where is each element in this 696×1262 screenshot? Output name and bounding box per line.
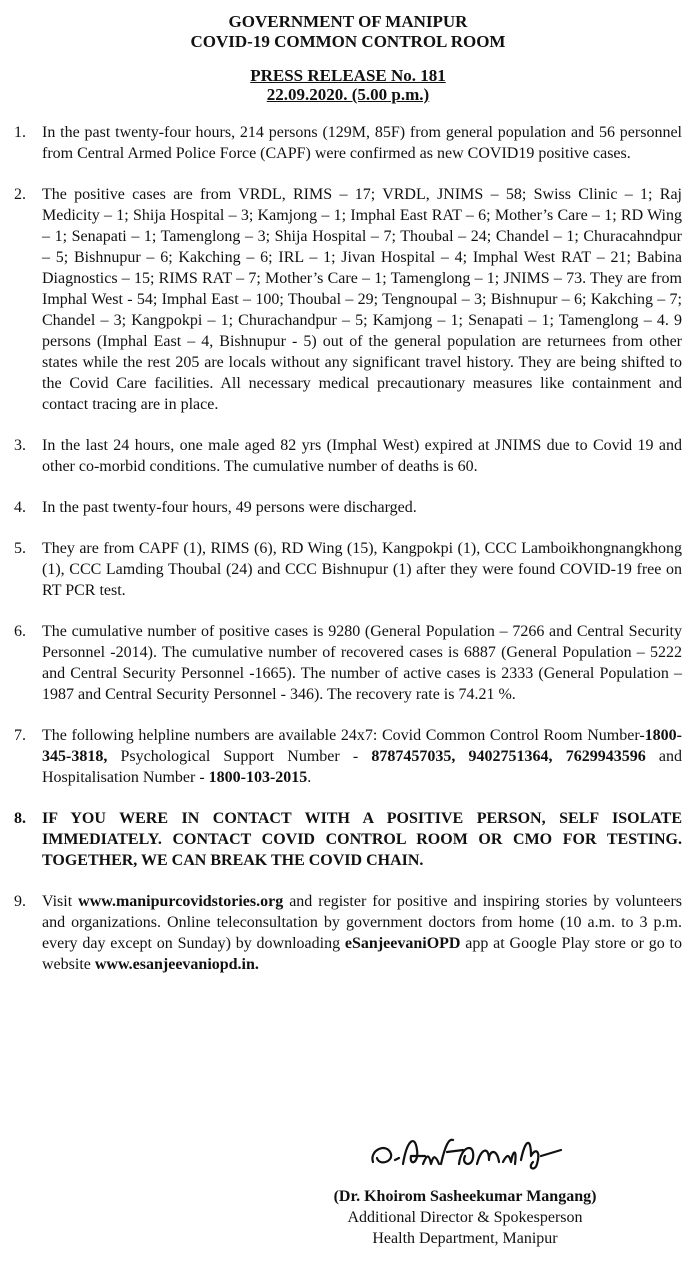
list-item: 6. The cumulative number of positive cases is 9280 (General Population – 7266 and Central Security Personnel -2014). The cumulative number of recovered cases is 6887 (General Population – 5222 and Central Security Personnel -1665). The number of active cases is 2333 (General Population –1987 and Central Security Personnel - 346). The recovery rate is 74.21 %. [14,623,682,703]
signatory-title: Additional Director & Spokesperson [347,1209,583,1226]
item-text: In the past twenty-four hours, 214 persons (129M, 85F) from general population and 56 personnel from Central Armed Police Force (CAPF) were confirmed as new COVID19 positive cases. [42,124,682,162]
govt-title: GOVERNMENT OF MANIPUR [228,12,468,31]
alert-text: IF YOU WERE IN CONTACT WITH A POSITIVE PERSON, SELF ISOLATE IMMEDIATELY. CONTACT COVID CONTROL ROOM OR CMO FOR TESTING. TOGETHER, WE CAN BREAK THE COVID CHAIN. [42,810,682,869]
alert-item: 8. IF YOU WERE IN CONTACT WITH A POSITIVE PERSON, SELF ISOLATE IMMEDIATELY. CONTACT COVID CONTROL ROOM OR CMO FOR TESTING. TOGETHER, WE CAN BREAK THE COVID CHAIN. [14,810,682,869]
list-item: 5. They are from CAPF (1), RIMS (6), RD Wing (15), Kangpokpi (1), CCC Lamboikhongnangkhong (1), CCC Lamding Thoubal (24) and CCC Bishnupur (1) after they were found COVID-19 free on RT PCR test. [14,540,682,599]
list-item: 3. In the last 24 hours, one male aged 82 yrs (Imphal West) expired at JNIMS due to Covid 19 and other co-morbid conditions. The cumulative number of deaths is 60. [14,437,682,475]
helpline-item: 7. The following helpline numbers are available 24x7: Covid Common Control Room Number-1800-345-3818, Psychological Support Number - 8787457035, 9402751364, 7629943596 and Hospitalisation Number - 1800-103-2015. [14,727,682,786]
support-numbers: 8787457035, 9402751364, 7629943596 [371,748,646,765]
release-items [14,122,682,975]
release-date: 22.09.2020. (5.00 p.m.) [266,85,430,104]
signature [320,1120,620,1180]
control-room-number: 1800-345-3818, [42,727,682,765]
release-heading [14,66,682,104]
item-text: In the past twenty-four hours, 49 persons were discharged. [42,499,417,516]
esanjeevani-website-link[interactable]: www.esanjeevaniopd.in. [94,956,259,973]
list-item: 4. In the past twenty-four hours, 49 persons were discharged. [14,499,417,516]
item-text: They are from CAPF (1), RIMS (6), RD Wing (15), Kangpokpi (1), CCC Lamboikhongnangkhong (1), CCC Lamding Thoubal (24) and CCC Bishnupur (1) after they were found COVID-19 free on RT PCR test. [42,540,682,599]
item-text: In the last 24 hours, one male aged 82 yrs (Imphal West) expired at JNIMS due to Covid 19 and other co-morbid conditions. The cumulative number of deaths is 60. [42,437,682,475]
item-text: The positive cases are from VRDL, RIMS – 17; VRDL, JNIMS – 58; Swiss Clinic – 1; Raj Medicity – 1; Shija Hospital – 3; Kamjong – 1; Imphal East RAT – 6; Mother’s Care – 1; RD Wing – 1; Senapati – 1; Tamenglong – 3; Shija Hospital – 7; Thoubal – 24; Chandel – 1; Churacahndpur – 5; Bishnupur – 6; Kakching – 6; IRL – 1; Jivan Hospital – 4; Imphal West RAT – 21; Babina Diagnostics – 15; RIMS RAT – 7; Mother’s Care – 1; Tamenglong – 1; JNIMS – 73. They are from Imphal West - 54; Imphal East – 100; Thoubal – 29; Tengnoupal – 3; Bishnupur – 6; Kakching – 7; Chandel – 3; Kangpokpi – 1; Churachandpur – 5; Kamjong – 1; Senapati – 1; Tamenglong – 4. 9 persons (Imphal East – 4, Bishnupur - 5) out of the general population are returnees from other states while the rest 205 are locals without any significant travel history. They are being shifted to the Covid Care facilities. All necessary medical precautionary measures like containment and contact tracing are in place. [42,186,682,413]
release-number: PRESS RELEASE No. 181 [250,66,446,85]
list-item: 2. The positive cases are from VRDL, RIMS – 17; VRDL, JNIMS – 58; Swiss Clinic – 1; Raj Medicity – 1; Shija Hospital – 3; Kamjong – 1; Imphal East RAT – 6; Mother’s Care – 1; RD Wing – 1; Senapati – 1; Tamenglong – 3; Shija Hospital – 7; Thoubal – 24; Chandel – 1; Churacahndpur – 5; Bishnupur – 6; Kakching – 6; IRL – 1; Jivan Hospital – 4; Imphal West RAT – 21; Babina Diagnostics – 15; RIMS RAT – 7; Mother’s Care – 1; Tamenglong – 1; JNIMS – 73. They are from Imphal West - 54; Imphal East – 100; Thoubal – 29; Tengnoupal – 3; Bishnupur – 6; Kakching – 7; Chandel – 3; Kangpokpi – 1; Churachandpur – 5; Kamjong – 1; Senapati – 1; Tamenglong – 4. 9 persons (Imphal East – 4, Bishnupur - 5) out of the general population are returnees from other states while the rest 205 are locals without any significant travel history. They are being shifted to the Covid Care facilities. All necessary medical precautionary measures like containment and contact tracing are in place. [14,186,682,413]
signatory-department: Health Department, Manipur [372,1230,558,1247]
stories-website-link[interactable]: www.manipurcovidstories.org [78,893,284,910]
signatory-name: (Dr. Khoirom Sasheekumar Mangang) [333,1188,597,1205]
control-room-title: COVID-19 COMMON CONTROL ROOM [190,32,506,51]
item-text: The cumulative number of positive cases is 9280 (General Population – 7266 and Central Security Personnel -2014). The cumulative number of recovered cases is 6887 (General Population – 5222 and Central Security Personnel -1665). The number of active cases is 2333 (General Population –1987 and Central Security Personnel - 346). The recovery rate is 74.21 %. [42,623,682,703]
signatory-block [300,1186,630,1249]
signature-image [365,1120,575,1180]
app-name: eSanjeevaniOPD [344,935,461,952]
letterhead [14,12,682,52]
hospitalisation-number: 1800-103-2015 [208,769,308,786]
list-item: 1. In the past twenty-four hours, 214 persons (129M, 85F) from general population and 56 personnel from Central Armed Police Force (CAPF) were confirmed as new COVID19 positive cases. [14,124,682,162]
resources-item: 9. Visit www.manipurcovidstories.org and register for positive and inspiring stories by volunteers and organizations. Online teleconsultation by government doctors from home (10 a.m. to 3 p.m. every day except on Sunday) by downloading eSanjeevaniOPD app at Google Play store or go to website www.esanjeevaniopd.in. [14,893,683,973]
